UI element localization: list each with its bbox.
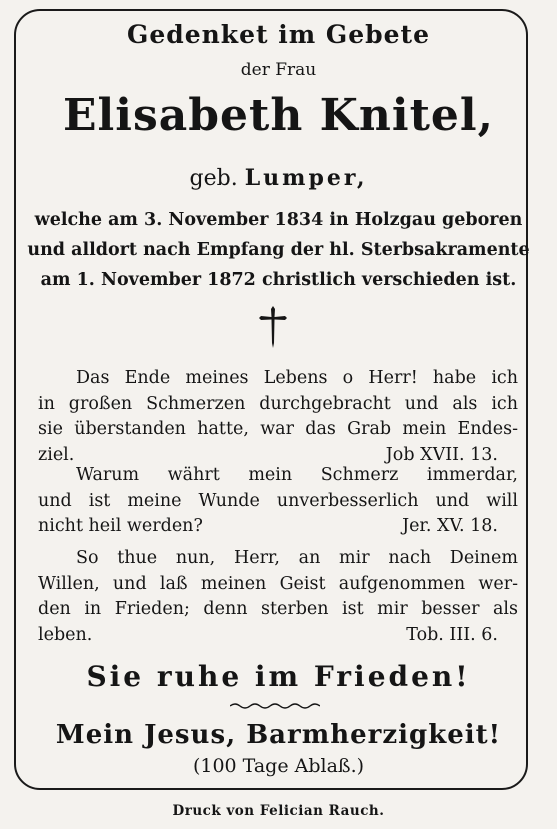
verse-line: ziel.: [38, 444, 75, 465]
maiden-surname: Lumper,: [244, 165, 368, 191]
verse-line: leben.: [38, 624, 93, 645]
indulgence-line: (100 Tage Ablaß.): [192, 755, 365, 777]
bio-line: welche am 3. November 1834 in Holzgau geboren: [34, 210, 523, 230]
verse-reference: Tob. III. 6.: [406, 624, 498, 645]
verse-block: [38, 463, 518, 540]
latin-cross-icon: [258, 305, 288, 349]
verse-reference: Job XVII. 13.: [385, 444, 498, 465]
card-subheading: der Frau: [240, 60, 317, 80]
verse-last-line: [38, 623, 518, 649]
verse-line: Das Ende meines Lebens o Herr! habe ich: [76, 368, 518, 388]
verse-block: [38, 366, 518, 468]
verse-line: Willen, und laß meinen Geist aufgenommen wer-: [38, 573, 518, 594]
printer-imprint: Druck von Felician Rauch.: [172, 803, 385, 819]
maiden-name-line: [0, 165, 557, 191]
bio-line: am 1. November 1872 christlich verschieden ist.: [40, 270, 517, 290]
verse-line: in großen Schmerzen durchgebracht und als ich: [38, 393, 518, 414]
bio-line: und alldort nach Empfang der hl. Sterbsakramente: [27, 240, 530, 260]
verse-line: Warum währt mein Schmerz immerdar,: [76, 465, 518, 485]
verse-block: [38, 546, 518, 648]
ornament-divider: [230, 702, 320, 710]
verse-line: sie überstanden hatte, war das Grab mein Endes-: [38, 419, 518, 439]
deceased-name: Elisabeth Knitel,: [63, 90, 494, 141]
verse-line: nicht heil werden?: [38, 516, 203, 536]
maiden-prefix: geb.: [189, 166, 238, 191]
verse-reference: Jer. XV. 18.: [402, 516, 498, 536]
verse-line: den in Frieden; denn sterben ist mir besser als: [38, 599, 518, 619]
verse-line: So thue nun, Herr, an mir nach Deinem: [76, 548, 518, 568]
verse-last-line: [38, 514, 518, 540]
prayer-line: Mein Jesus, Barmherzigkeit!: [55, 720, 502, 750]
card-heading: Gedenket im Gebete: [126, 20, 431, 49]
rest-in-peace: Sie ruhe im Frieden!: [86, 660, 471, 693]
verse-line: und ist meine Wunde unverbesserlich und will: [38, 490, 518, 511]
